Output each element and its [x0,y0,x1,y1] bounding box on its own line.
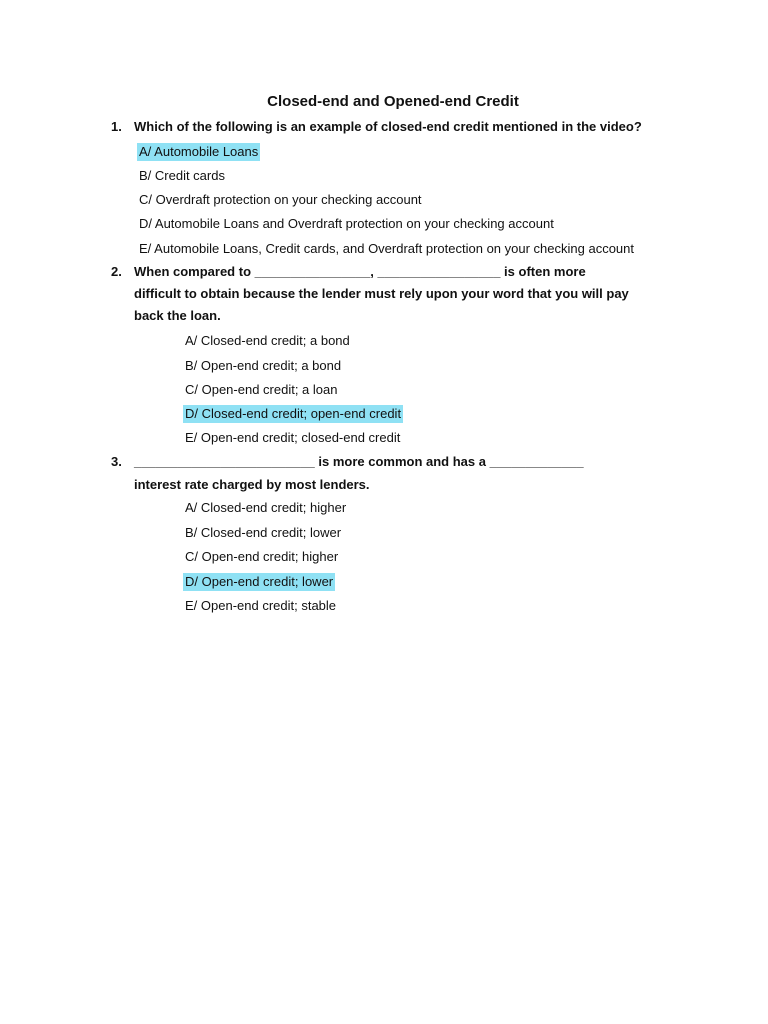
question-2-text-line-1: When compared to ________________, _________________ is often more [134,264,586,279]
question-1-option-d: D/ Automobile Loans and Overdraft protection on your checking account [139,216,554,231]
question-3-option-b: B/ Closed-end credit; lower [185,525,342,540]
question-1-number: 1. [111,119,122,134]
question-2-option-a: A/ Closed-end credit; a bond [185,333,350,348]
question-2-text-line-2: difficult to obtain because the lender must rely upon your word that you will pay [134,286,629,301]
question-3-option-c: C/ Open-end credit; higher [185,549,339,564]
question-3-option-d: D/ Open-end credit; lower [185,574,334,589]
question-3-number: 3. [111,454,122,469]
question-2-option-d: D/ Closed-end credit; open-end credit [185,406,402,421]
question-1-option-e: E/ Automobile Loans, Credit cards, and Overdraft protection on your checking account [139,241,634,256]
question-1-option-a: A/ Automobile Loans [139,144,259,159]
question-3-text-line-1: _________________________ is more common and has a _____________ [134,454,584,469]
question-2-text-line-3: back the loan. [134,308,221,323]
question-3-option-a: A/ Closed-end credit; higher [185,500,347,515]
question-2-option-b: B/ Open-end credit; a bond [185,358,342,373]
question-1-text: Which of the following is an example of closed-end credit mentioned in the video? [134,119,642,134]
question-2-number: 2. [111,264,122,279]
question-2-option-c: C/ Open-end credit; a loan [185,382,338,397]
question-3-text-line-2: interest rate charged by most lenders. [134,477,370,492]
question-3-option-e: E/ Open-end credit; stable [185,598,337,613]
question-2-option-e: E/ Open-end credit; closed-end credit [185,430,401,445]
page-title: Closed-end and Opened-end Credit [267,93,519,110]
question-1-option-c: C/ Overdraft protection on your checking account [139,192,422,207]
question-1-option-b: B/ Credit cards [139,168,225,183]
